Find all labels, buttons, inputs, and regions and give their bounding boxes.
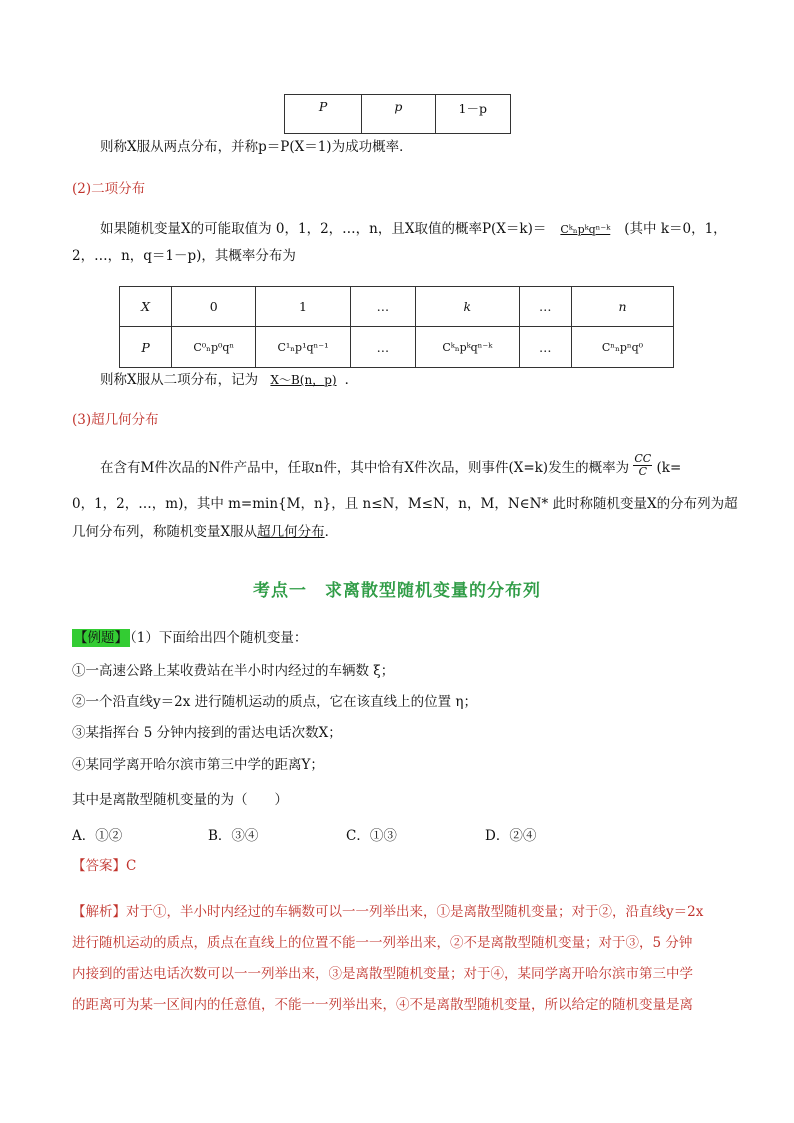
list-item: ③某指挥台 5 分钟内接到的雷达电话次数X； [72, 725, 342, 741]
text-span: (其中 k＝0，1， [624, 221, 727, 237]
analysis-line: 【解析】对于①，半小时内经过的车辆数可以一一列举出来，①是离散型随机变量；对于②，沿直线y＝2x [72, 904, 704, 920]
table-cell: X [120, 287, 172, 327]
table-cell: 1 [256, 287, 350, 327]
table-cell: Cᵏₙpᵏqⁿ⁻ᵏ [416, 327, 519, 368]
analysis-line: 内接到的雷达电话次数可以一一列举出来，③是离散型随机变量；对于④，某同学离开哈尔滨市第三中学 [72, 966, 693, 982]
binomial-paragraph-line2: 2，…，n，q＝1－p)，其概率分布为 [72, 248, 296, 264]
hypergeometric-line3 [72, 522, 338, 542]
table-cell: p [362, 95, 435, 134]
hypergeometric-heading: (3)超几何分布 [72, 412, 159, 428]
list-item: ①一高速公路上某收费站在半小时内经过的车辆数 ξ； [72, 663, 395, 679]
underlined-term: 超几何分布 [257, 524, 325, 540]
fraction-numerator: CC [634, 452, 652, 465]
table-cell: … [519, 287, 571, 327]
text-span: ． [324, 524, 339, 540]
option-d: D．②④ [485, 828, 537, 844]
probability-fraction [633, 453, 652, 478]
table-cell: 1－p [435, 95, 510, 134]
hypergeometric-line1 [100, 452, 682, 478]
text-span: 则称X服从二项分布，记为 [100, 372, 259, 388]
question-text: 其中是离散型随机变量的为（ ） [72, 792, 288, 808]
example-tag: 【例题】 [74, 630, 128, 646]
text-span: 如果随机变量X的可能取值为 0，1，2，…，n，且X取值的概率P(X＝k)＝ [100, 221, 547, 237]
table-cell: k [416, 287, 519, 327]
table-cell: P [285, 95, 362, 134]
text-span: (k= [656, 460, 682, 476]
fill-blank: Cᵏₙpᵏqⁿ⁻ᵏ [560, 223, 611, 236]
option-a: A．①② [72, 828, 123, 844]
text-span: （1）下面给出四个随机变量： [130, 630, 308, 646]
list-item: ②一个沿直线y＝2x 进行随机运动的质点，它在该直线上的位置 η； [72, 694, 477, 710]
two-point-table [284, 94, 511, 134]
table-cell: Cⁿₙpⁿq⁰ [571, 327, 673, 368]
table-cell: C¹ₙp¹qⁿ⁻¹ [256, 327, 350, 368]
fraction-denominator: C [638, 465, 647, 478]
text-span: 几何分布列，称随机变量X服从 [72, 524, 258, 540]
binomial-paragraph-line1 [100, 219, 727, 240]
list-item: ④某同学离开哈尔滨市第三中学的距离Y； [72, 757, 324, 773]
analysis-line: 的距离可为某一区间内的任意值，不能一一列举出来，④不是离散型随机变量，所以给定的随机变量是离 [72, 997, 693, 1013]
hypergeometric-line2: 0，1，2，…，m)，其中 m=min{M，n}，且 n≤N，M≤N，n，M，N∈N* 此时称随机变量X的分布列为超 [72, 496, 738, 512]
binomial-heading: (2)二项分布 [72, 181, 146, 197]
table-cell: … [519, 327, 571, 368]
table-cell: … [350, 327, 416, 368]
table-cell: 0 [172, 287, 256, 327]
text-span: 在含有M件次品的N件产品中，任取n件，其中恰有X件次品，则事件(X=k)发生的概率为 [100, 460, 630, 476]
table-cell: n [571, 287, 673, 327]
table-cell: … [350, 287, 416, 327]
table-cell: P [120, 327, 172, 368]
table-cell: C⁰ₙp⁰qⁿ [172, 327, 256, 368]
example-intro-line [72, 628, 307, 648]
option-c: C．①③ [346, 828, 397, 844]
answer-text: 【答案】C [72, 858, 137, 874]
binomial-table [119, 286, 674, 368]
analysis-line: 进行随机运动的质点，质点在直线上的位置不能一一列举出来，②不是离散型随机变量；对于③，5 分钟 [72, 935, 693, 951]
binomial-conclusion [100, 370, 358, 390]
section-title: 考点一 求离散型随机变量的分布列 [253, 581, 541, 601]
option-b: B．③④ [208, 828, 259, 844]
fill-blank: X～B(n，p) [270, 373, 337, 387]
text-span: ． [344, 372, 359, 388]
two-point-text: 则称X服从两点分布，并称p＝P(X＝1)为成功概率． [100, 139, 413, 155]
